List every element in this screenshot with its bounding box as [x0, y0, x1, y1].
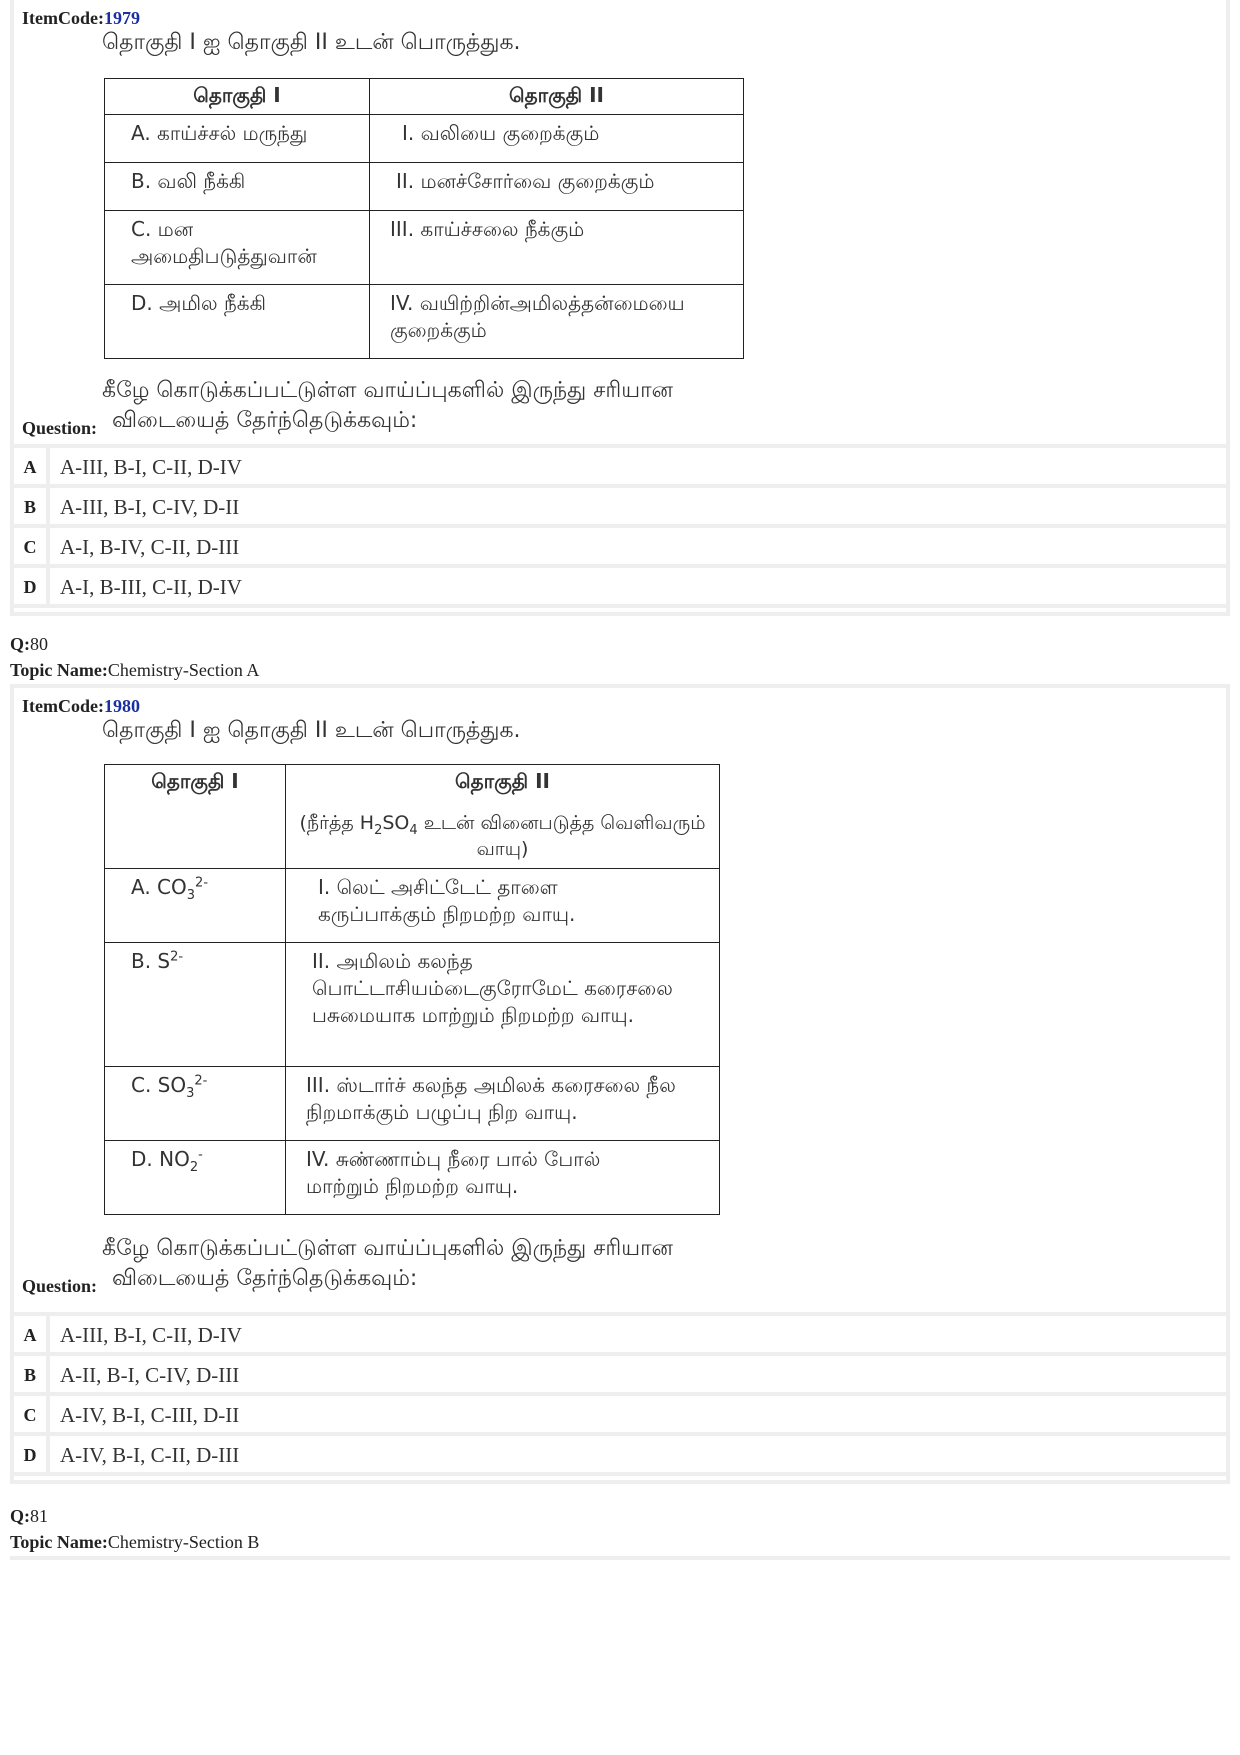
table-row	[105, 115, 744, 163]
instruction-line-1-80: கீழே கொடுக்கப்பட்டுள்ள வாய்ப்புகளில் இருந்து சரியான	[102, 1236, 673, 1261]
table-row	[105, 869, 720, 943]
match-table-79	[104, 78, 744, 359]
column-header-2-title: தொகுதி II	[455, 769, 550, 793]
table-row	[105, 943, 720, 1067]
instruction-line-2-80: விடையைத் தேர்ந்தெடுக்கவும்:	[112, 1266, 418, 1291]
table-cell: A. $CO_3^{2-}$	[105, 869, 286, 943]
divider	[10, 1556, 1230, 1560]
option-letter: C	[14, 528, 50, 564]
option-b[interactable]	[14, 1352, 1226, 1392]
option-text: A-I, B-IV, C-II, D-III	[60, 535, 240, 559]
item-code-79: ItemCode:1979	[22, 8, 140, 28]
option-text: A-IV, B-I, C-II, D-III	[60, 1443, 240, 1467]
table-cell: II. மனச்சோர்வை குறைக்கும்	[370, 163, 744, 211]
question-label-79: Question:	[22, 418, 98, 438]
table-header-row	[105, 79, 744, 115]
option-c[interactable]	[14, 524, 1226, 564]
table-cell: D. $NO_2^-$	[105, 1141, 286, 1215]
question-number-81: Q:81	[10, 1506, 48, 1526]
table-cell: I. லெட் அசிட்டேட் தாளை கருப்பாக்கும் நிறமற்ற வாயு.	[286, 869, 720, 943]
column-header-1: தொகுதி I	[105, 79, 370, 115]
option-c[interactable]	[14, 1392, 1226, 1432]
table-cell: III. ஸ்டார்ச் கலந்த அமிலக் கரைசலை நீல நிறமாக்கும் பழுப்பு நிற வாயு.	[286, 1067, 720, 1141]
column-header-2	[286, 765, 720, 869]
table-cell: A. காய்ச்சல் மருந்து	[105, 115, 370, 163]
option-text: A-III, B-I, C-IV, D-II	[60, 495, 240, 519]
topic-name-80: Topic Name:Chemistry-Section A	[10, 660, 260, 680]
option-d[interactable]	[14, 564, 1226, 608]
option-text: A-IV, B-I, C-III, D-II	[60, 1403, 240, 1427]
question-80-block	[10, 688, 1230, 1484]
option-d[interactable]	[14, 1432, 1226, 1476]
table-cell: C. மன அமைதிபடுத்துவான்	[105, 211, 370, 285]
option-letter: C	[14, 1396, 50, 1432]
option-text: A-II, B-I, C-IV, D-III	[60, 1363, 240, 1387]
column-header-2: தொகுதி II	[370, 79, 744, 115]
option-letter: D	[14, 568, 50, 604]
table-cell: C. $SO_3^{2-}$	[105, 1067, 286, 1141]
option-a[interactable]	[14, 444, 1226, 484]
table-cell: B. வலி நீக்கி	[105, 163, 370, 211]
item-code-80: ItemCode:1980	[22, 696, 140, 716]
question-number-80: Q:80	[10, 634, 48, 654]
question-stem-80: தொகுதி I ஐ தொகுதி II உடன் பொருத்துக.	[102, 718, 521, 743]
option-a[interactable]	[14, 1312, 1226, 1352]
option-text: A-III, B-I, C-II, D-IV	[60, 455, 242, 479]
column-header-1: தொகுதி I	[105, 765, 286, 869]
table-row	[105, 285, 744, 359]
table-cell: B. $S^{2-}$	[105, 943, 286, 1067]
option-letter: B	[14, 1356, 50, 1392]
table-cell: IV. சுண்ணாம்பு நீரை பால் போல் மாற்றும் நிறமற்ற வாயு.	[286, 1141, 720, 1215]
table-row	[105, 1067, 720, 1141]
option-text: A-III, B-I, C-II, D-IV	[60, 1323, 242, 1347]
option-letter: D	[14, 1436, 50, 1472]
option-letter: B	[14, 488, 50, 524]
column-header-2-note: (நீர்த்த $H_2SO_4$ உடன் வினைபடுத்த வெளிவரும் வாயு)	[299, 812, 706, 860]
table-header-row	[105, 765, 720, 869]
question-stem-79: தொகுதி I ஐ தொகுதி II உடன் பொருத்துக.	[102, 30, 521, 55]
table-cell: IV. வயிற்றின்அமிலத்தன்மையை குறைக்கும்	[370, 285, 744, 359]
option-letter: A	[14, 1316, 50, 1352]
option-b[interactable]	[14, 484, 1226, 524]
table-row	[105, 1141, 720, 1215]
instruction-line-2-79: விடையைத் தேர்ந்தெடுக்கவும்:	[112, 408, 418, 433]
question-79-block	[10, 0, 1230, 616]
option-letter: A	[14, 448, 50, 484]
table-row	[105, 163, 744, 211]
table-cell: II. அமிலம் கலந்த பொட்டாசியம்டைகுரோமேட் கரைசலை பசுமையாக மாற்றும் நிறமற்ற வாயு.	[286, 943, 720, 1067]
table-cell: D. அமில நீக்கி	[105, 285, 370, 359]
table-row	[105, 211, 744, 285]
table-cell: III. காய்ச்சலை நீக்கும்	[370, 211, 744, 285]
instruction-line-1-79: கீழே கொடுக்கப்பட்டுள்ள வாய்ப்புகளில் இருந்து சரியான	[102, 378, 673, 403]
match-table-80	[104, 764, 720, 1215]
question-label-80: Question:	[22, 1276, 98, 1296]
topic-name-81: Topic Name:Chemistry-Section B	[10, 1532, 260, 1552]
option-text: A-I, B-III, C-II, D-IV	[60, 575, 242, 599]
table-cell: I. வலியை குறைக்கும்	[370, 115, 744, 163]
